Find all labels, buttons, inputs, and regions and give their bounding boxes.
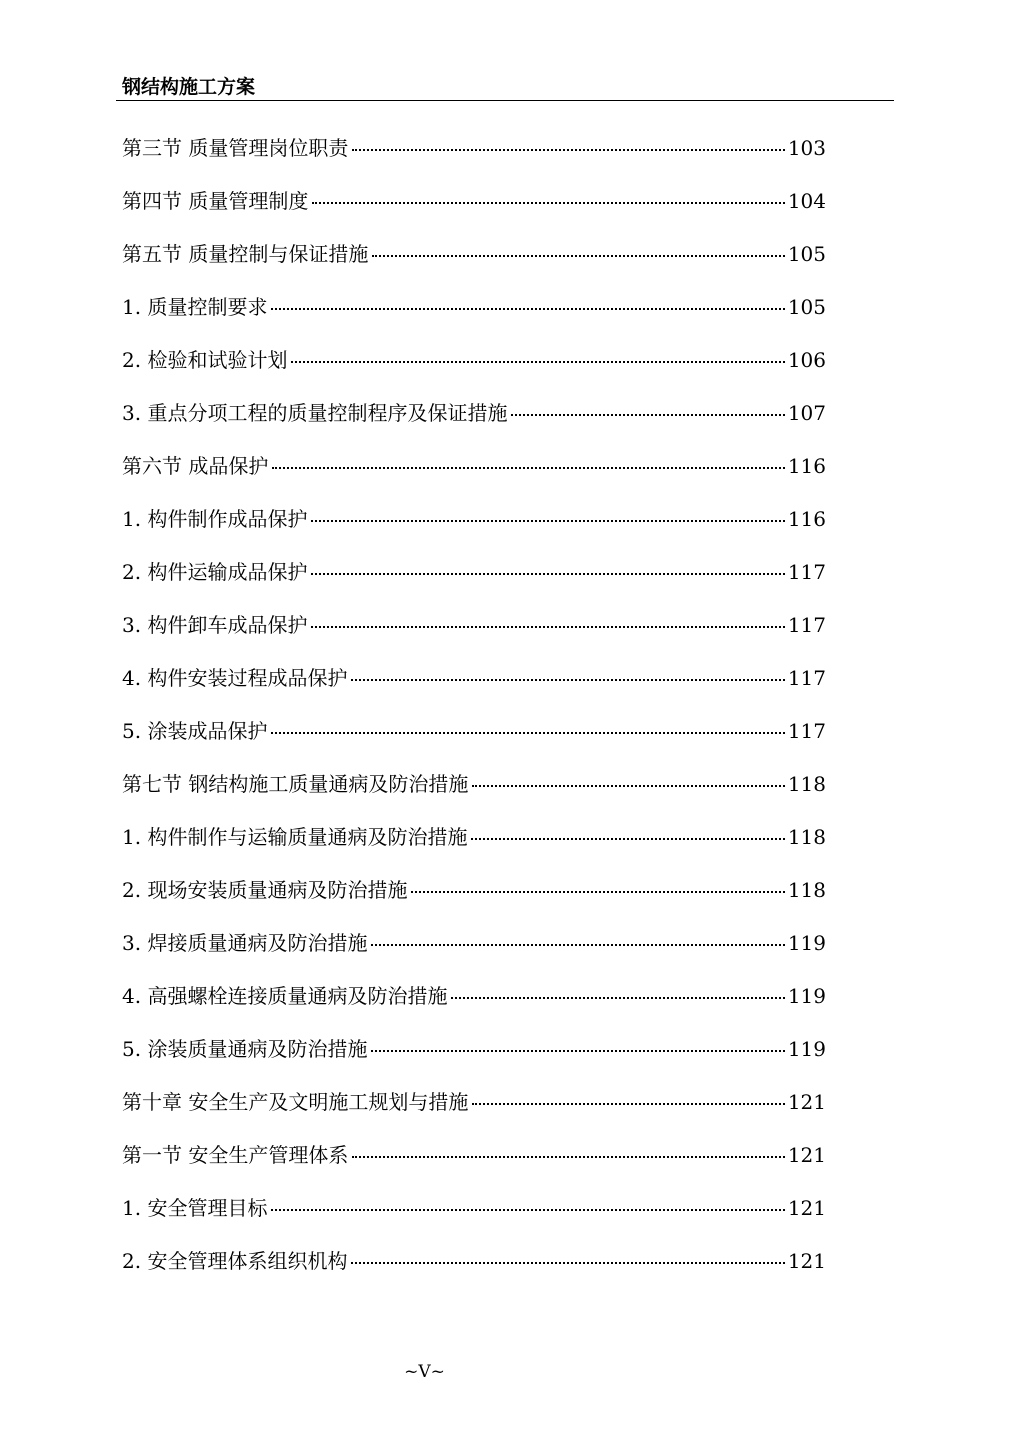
toc-entry-label: 1. 安全管理目标 bbox=[122, 1196, 268, 1220]
toc-entry-label: 3. 焊接质量通病及防治措施 bbox=[122, 931, 368, 955]
toc-entry-label: 1. 构件制作成品保护 bbox=[122, 507, 308, 531]
page-number: ~V~ bbox=[404, 1362, 445, 1382]
table-of-contents bbox=[122, 128, 826, 1294]
toc-entry[interactable] bbox=[122, 1029, 826, 1082]
toc-dot-leader bbox=[272, 467, 784, 469]
toc-entry[interactable] bbox=[122, 287, 826, 340]
toc-entry-page: 105 bbox=[787, 295, 826, 319]
toc-entry-label: 5. 涂装成品保护 bbox=[122, 719, 268, 743]
toc-entry-label: 2. 现场安装质量通病及防治措施 bbox=[122, 878, 408, 902]
toc-entry-label: 4. 构件安装过程成品保护 bbox=[122, 666, 348, 690]
toc-entry-page: 117 bbox=[787, 613, 826, 637]
toc-entry-page: 104 bbox=[787, 189, 826, 213]
toc-entry-page: 119 bbox=[787, 1037, 826, 1061]
toc-entry-page: 107 bbox=[787, 401, 826, 425]
toc-entry-page: 121 bbox=[787, 1249, 826, 1273]
toc-entry-page: 103 bbox=[787, 136, 826, 160]
toc-entry-label: 1. 构件制作与运输质量通病及防治措施 bbox=[122, 825, 468, 849]
toc-dot-leader bbox=[351, 1262, 784, 1264]
toc-entry[interactable] bbox=[122, 870, 826, 923]
toc-dot-leader bbox=[291, 361, 784, 363]
toc-entry-label: 第三节 质量管理岗位职责 bbox=[122, 136, 349, 160]
document-header-title: 钢结构施工方案 bbox=[122, 76, 256, 98]
toc-dot-leader bbox=[312, 202, 784, 204]
toc-entry-page: 118 bbox=[787, 825, 826, 849]
toc-entry[interactable] bbox=[122, 128, 826, 181]
toc-dot-leader bbox=[411, 891, 784, 893]
toc-dot-leader bbox=[472, 1103, 784, 1105]
toc-dot-leader bbox=[371, 944, 784, 946]
toc-entry-page: 117 bbox=[787, 719, 826, 743]
toc-entry-page: 117 bbox=[787, 666, 826, 690]
toc-entry-page: 119 bbox=[787, 931, 826, 955]
toc-entry[interactable] bbox=[122, 446, 826, 499]
toc-dot-leader bbox=[351, 679, 784, 681]
toc-entry-page: 121 bbox=[787, 1196, 826, 1220]
toc-dot-leader bbox=[472, 785, 784, 787]
toc-entry[interactable] bbox=[122, 605, 826, 658]
toc-entry-page: 118 bbox=[787, 772, 826, 796]
toc-dot-leader bbox=[271, 732, 784, 734]
toc-entry[interactable] bbox=[122, 817, 826, 870]
toc-entry-page: 116 bbox=[787, 454, 826, 478]
toc-entry-label: 2. 检验和试验计划 bbox=[122, 348, 288, 372]
toc-entry-label: 2. 构件运输成品保护 bbox=[122, 560, 308, 584]
toc-entry[interactable] bbox=[122, 1135, 826, 1188]
toc-entry-label: 第一节 安全生产管理体系 bbox=[122, 1143, 349, 1167]
toc-entry-page: 106 bbox=[787, 348, 826, 372]
toc-entry-label: 第四节 质量管理制度 bbox=[122, 189, 309, 213]
toc-entry[interactable] bbox=[122, 1188, 826, 1241]
toc-dot-leader bbox=[352, 149, 784, 151]
toc-entry[interactable] bbox=[122, 711, 826, 764]
toc-dot-leader bbox=[371, 1050, 784, 1052]
toc-entry[interactable] bbox=[122, 393, 826, 446]
toc-entry-page: 119 bbox=[787, 984, 826, 1008]
toc-entry-label: 3. 重点分项工程的质量控制程序及保证措施 bbox=[122, 401, 508, 425]
toc-entry[interactable] bbox=[122, 1082, 826, 1135]
toc-entry-page: 118 bbox=[787, 878, 826, 902]
toc-entry-page: 121 bbox=[787, 1090, 826, 1114]
toc-entry-label: 第六节 成品保护 bbox=[122, 454, 269, 478]
toc-entry-page: 116 bbox=[787, 507, 826, 531]
toc-entry[interactable] bbox=[122, 552, 826, 605]
toc-entry[interactable] bbox=[122, 976, 826, 1029]
toc-entry-label: 第五节 质量控制与保证措施 bbox=[122, 242, 369, 266]
toc-entry[interactable] bbox=[122, 181, 826, 234]
toc-entry-page: 105 bbox=[787, 242, 826, 266]
toc-dot-leader bbox=[271, 308, 784, 310]
toc-entry-label: 1. 质量控制要求 bbox=[122, 295, 268, 319]
toc-dot-leader bbox=[511, 414, 784, 416]
toc-entry[interactable] bbox=[122, 1241, 826, 1294]
toc-entry-label: 4. 高强螺栓连接质量通病及防治措施 bbox=[122, 984, 448, 1008]
toc-entry[interactable] bbox=[122, 764, 826, 817]
toc-dot-leader bbox=[451, 997, 784, 999]
toc-dot-leader bbox=[311, 520, 784, 522]
toc-dot-leader bbox=[311, 573, 784, 575]
toc-dot-leader bbox=[311, 626, 784, 628]
toc-entry[interactable] bbox=[122, 658, 826, 711]
toc-entry-label: 第十章 安全生产及文明施工规划与措施 bbox=[122, 1090, 469, 1114]
toc-dot-leader bbox=[271, 1209, 784, 1211]
toc-entry[interactable] bbox=[122, 340, 826, 393]
toc-entry[interactable] bbox=[122, 234, 826, 287]
toc-entry-page: 117 bbox=[787, 560, 826, 584]
toc-entry-label: 3. 构件卸车成品保护 bbox=[122, 613, 308, 637]
toc-dot-leader bbox=[471, 838, 784, 840]
toc-entry-page: 121 bbox=[787, 1143, 826, 1167]
toc-entry-label: 5. 涂装质量通病及防治措施 bbox=[122, 1037, 368, 1061]
toc-dot-leader bbox=[372, 255, 784, 257]
toc-entry[interactable] bbox=[122, 499, 826, 552]
header-divider bbox=[116, 100, 894, 101]
toc-entry-label: 2. 安全管理体系组织机构 bbox=[122, 1249, 348, 1273]
toc-entry[interactable] bbox=[122, 923, 826, 976]
toc-entry-label: 第七节 钢结构施工质量通病及防治措施 bbox=[122, 772, 469, 796]
toc-dot-leader bbox=[352, 1156, 784, 1158]
